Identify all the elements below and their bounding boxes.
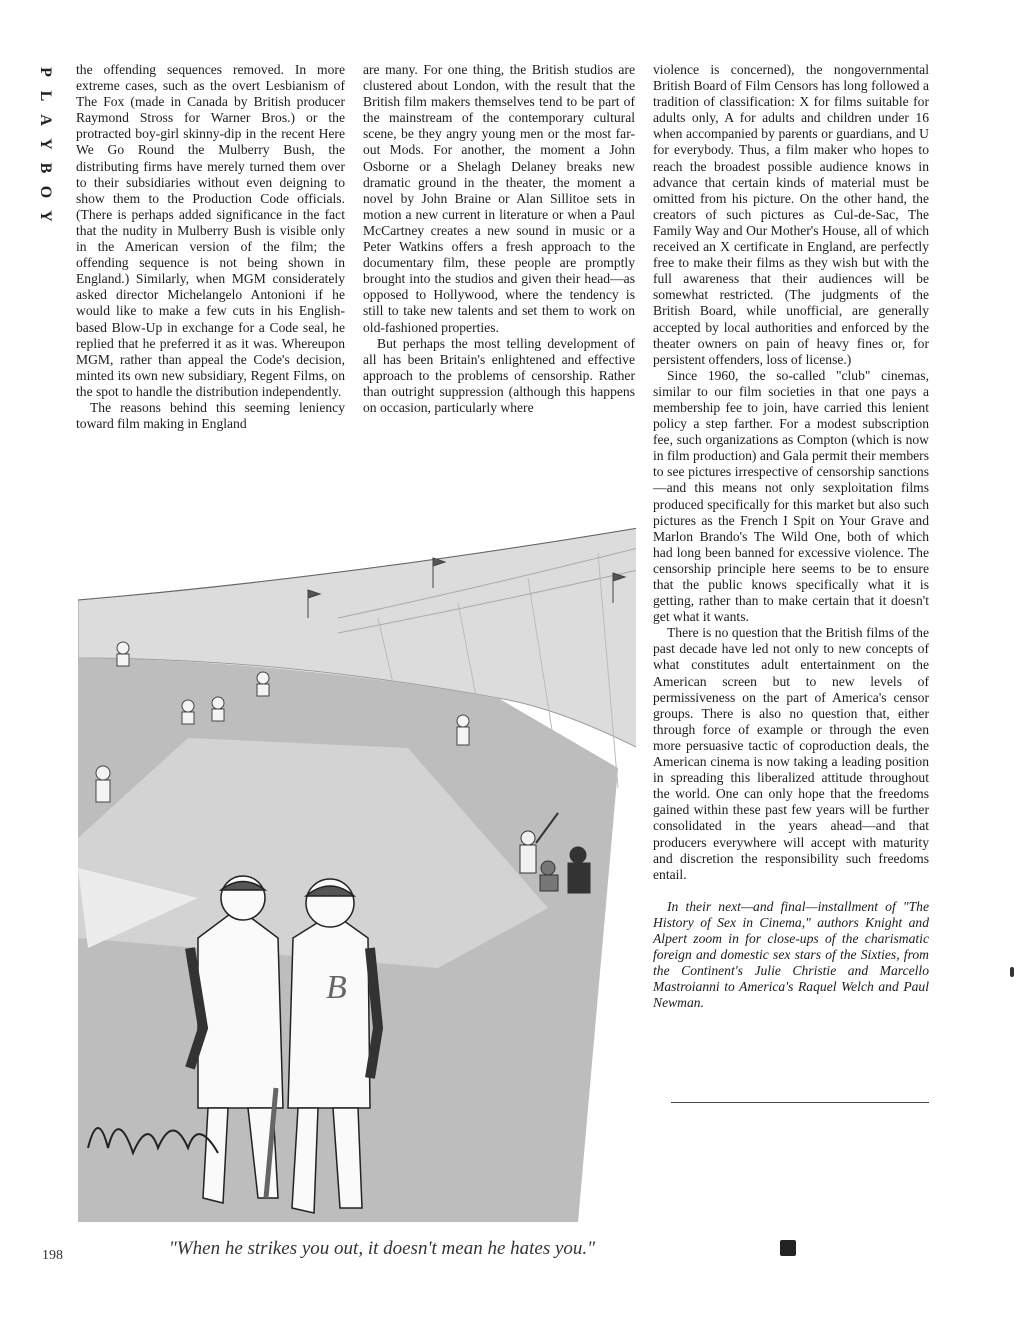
logo-letter: P [37, 67, 54, 77]
baseball-cartoon [78, 508, 636, 1222]
text-column-3 [653, 62, 929, 1011]
logo-letter: L [37, 90, 54, 102]
logo-letter: Y [37, 138, 54, 150]
logo-letter: B [37, 162, 54, 174]
paragraph: But perhaps the most telling development of all has been Britain's enlightened and effective approach to the problems of censorship. Rather than outright suppression (although this happens on occasion, particularly where [363, 335, 635, 415]
paragraph: violence is concerned), the nongovernmental British Board of Film Censors has long followed a tradition of classification: X for films suitable for adults only, A for adults and children under 16 when accompanied by parents or guardians, and U for everybody. Thus, a film maker who hopes to reach the broadest possible audience knows in advance that certain kinds of material must be omitted from his picture. On the other hand, the creators of such pictures as Cul-de-Sac, The Family Way and Our Mother's House, all of which received an X certificate in England, are perfectly free to make their films as they wish but with the full awareness that their audiences will be somewhat restricted. (The judgments of the British Board, while unofficial, are generally accepted by local authorities and enforced by the theater owners on pain of heavy fines or, for persistent offenders, loss of license.) [653, 62, 929, 367]
page-number: 198 [42, 1248, 63, 1263]
logo-letter: Y [37, 210, 54, 222]
vertical-masthead [34, 60, 56, 228]
bunny-logo-icon [780, 1240, 796, 1256]
next-installment-teaser: In their next—and final—installment of "The History of Sex in Cinema," authors Knight and Alpert zoom in for close-ups of the charismatic foreign and domestic sex stars of the Sixties, from the Continent's Julie Christie and Marcello Mastroianni to America's Raquel Welch and Paul Newman. [653, 898, 929, 1011]
text-column-1 [76, 62, 345, 432]
cartoon-caption: "When he strikes you out, it doesn't mean he hates you." [168, 1238, 596, 1259]
logo-letter: O [37, 185, 54, 199]
text-column-2 [363, 62, 635, 416]
paragraph: the offending sequences removed. In more extreme cases, such as the overt Lesbianism of The Fox (made in Canada by British producer Raymond Stross for Warner Bros.) or the protracted boy-girl skinny-dip in the recent Here We Go Round the Mulberry Bush, the distributing firms have merely turned them over to their subsidiaries without even deigning to show them to the Production Code officials. (There is perhaps added significance in the fact that the nudity in Mulberry Bush is visible only in the American version of the film; the offending sequence is not being shown in England.) Similarly, when MGM considerately asked director Michelangelo Antonioni if he would like to make a few cuts in his English-based Blow-Up in exchange for a Code seal, he replied that he preferred it as it was. Whereupon MGM, rather than appeal the Code's decision, minted its own new subsidiary, Regent Films, on the spot to handle the distribution independently. [76, 62, 345, 399]
logo-letter: A [37, 114, 54, 126]
paragraph: Since 1960, the so-called "club" cinemas, similar to our film societies in that one pays a membership fee to join, have carried this lenient policy a step farther. For a modest subscription fee, such organizations as Compton (which is now in film production) and Gala permit their members to see pictures irrespective of censorship sanctions—and this means not only sexploitation films produced specifically for this market but also such pictures as the French I Spit on Your Grave and Marlon Brando's The Wild One, both of which had long been banned for excessive violence. The censorship principle here seems to be to ensure that the public knows specifically what it is getting, rather than to make certain that it doesn't get what it wants. [653, 367, 929, 625]
paragraph: The reasons behind this seeming leniency toward film making in England [76, 399, 345, 432]
paragraph: are many. For one thing, the British studios are clustered about London, with the result that the British film makers themselves tend to be part of the mainstream of the contemporary cultural scene, be they angry young men or the most far-out Mods. For another, the moment a John Osborne or a Shelagh Delaney breaks new dramatic ground in the theater, the moment a novel by John Braine or Alan Sillitoe sets in motion a new current in literature or when a Paul McCartney creates a new sound in music or a Peter Watkins offers a fresh approach to the documentary film, these people are promptly brought into the studios and given their head—as opposed to Hollywood, where the tendency is still to take new talents and set them to work on old-fashioned properties. [363, 62, 635, 335]
jersey-letter: B [326, 969, 347, 1006]
paragraph: There is no question that the British films of the past decade have led not only to new concepts of what constitutes adult entertainment on the American screen but to new levels of permissiveness on the part of America's censor groups. There is also no question that, either through force of example or through the even more persuasive tactic of coproduction deals, the American cinema is now taking a leading position in spreading this liberalized attitude throughout the world. One can only hope that the freedoms gained within these past few years will be further consolidated in the years ahead—and that producers everywhere will accept with maturity and discretion the responsibility such freedoms entail. [653, 625, 929, 882]
teaser-rule [671, 1102, 929, 1103]
margin-mark [1010, 967, 1014, 977]
